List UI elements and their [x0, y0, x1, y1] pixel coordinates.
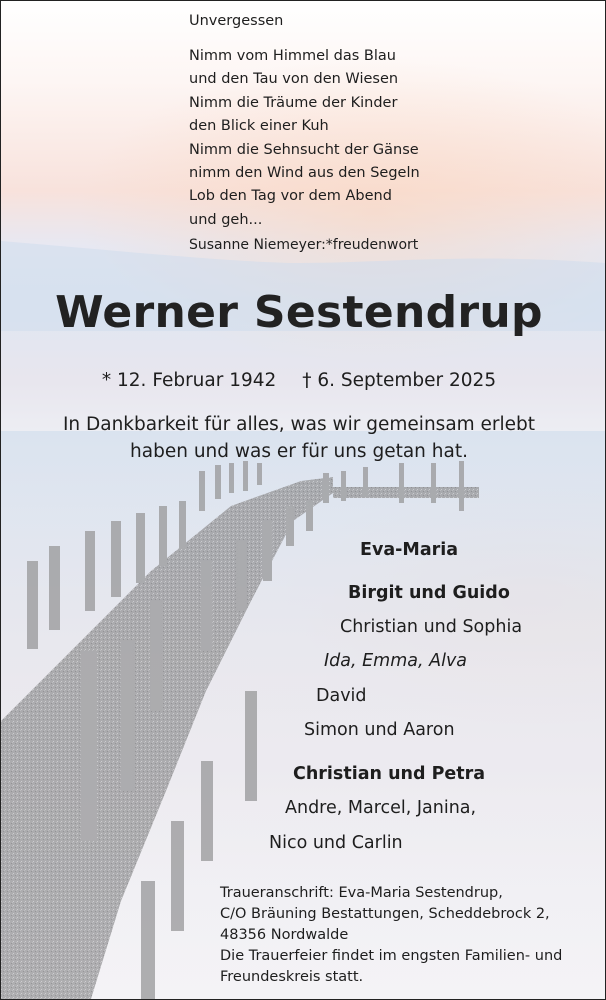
address-line: Traueranschrift: Eva-Maria Sestendrup, [220, 885, 503, 901]
mourner-david: David [316, 686, 367, 706]
poem-line: Nimm vom Himmel das Blau [189, 48, 396, 64]
address-line: 48356 Nordwalde [220, 927, 349, 943]
thanks-line: In Dankbarkeit für alles, was wir gemeinsam erlebt [62, 414, 536, 435]
life-dates [1, 370, 597, 391]
mourner-nico-carlin: Nico und Carlin [269, 833, 403, 853]
poem-line: Lob den Tag vor dem Abend [189, 188, 392, 205]
thanks-line: haben und was er für uns getan hat. [130, 441, 468, 462]
mourner-birgit-guido: Birgit und Guido [348, 583, 510, 603]
address-line: Freundeskreis statt. [220, 969, 364, 985]
death-date: † 6. September 2025 [302, 370, 497, 391]
poem-text [189, 45, 420, 232]
thanks-text [1, 411, 597, 465]
birth-date: * 12. Februar 1942 [101, 370, 277, 391]
mourner-christian-sophia: Christian und Sophia [340, 617, 523, 637]
mourner-christian-petra: Christian und Petra [293, 764, 486, 784]
poem-line: Nimm die Träume der Kinder [189, 94, 398, 111]
mourner-ida-emma-alva: Ida, Emma, Alva [324, 651, 468, 671]
jetty-far-section [333, 487, 479, 498]
mourner-andre-marcel-janina: Andre, Marcel, Janina, [285, 798, 477, 818]
address-line: C/O Bräuning Bestattungen, Scheddebrock 2, [220, 906, 550, 922]
poem-author: Susanne Niemeyer:*freudenwort [189, 237, 419, 253]
poem-title: Unvergessen [189, 13, 284, 29]
deceased-name: Werner Sestendrup [55, 287, 543, 338]
poem-line: und den Tau von den Wiesen [189, 71, 399, 88]
mourner-eva-maria: Eva-Maria [360, 540, 459, 560]
address-line: Die Trauerfeier findet im engsten Familien- und [220, 948, 563, 964]
poem-line: nimm den Wind aus den Segeln [189, 165, 420, 182]
poem-line: und geh... [189, 211, 263, 228]
poem-line: Nimm die Sehnsucht der Gänse [189, 141, 419, 158]
mourner-simon-aaron: Simon und Aaron [304, 720, 455, 740]
poem-line: den Blick einer Kuh [189, 118, 329, 135]
mourning-address [220, 883, 562, 988]
